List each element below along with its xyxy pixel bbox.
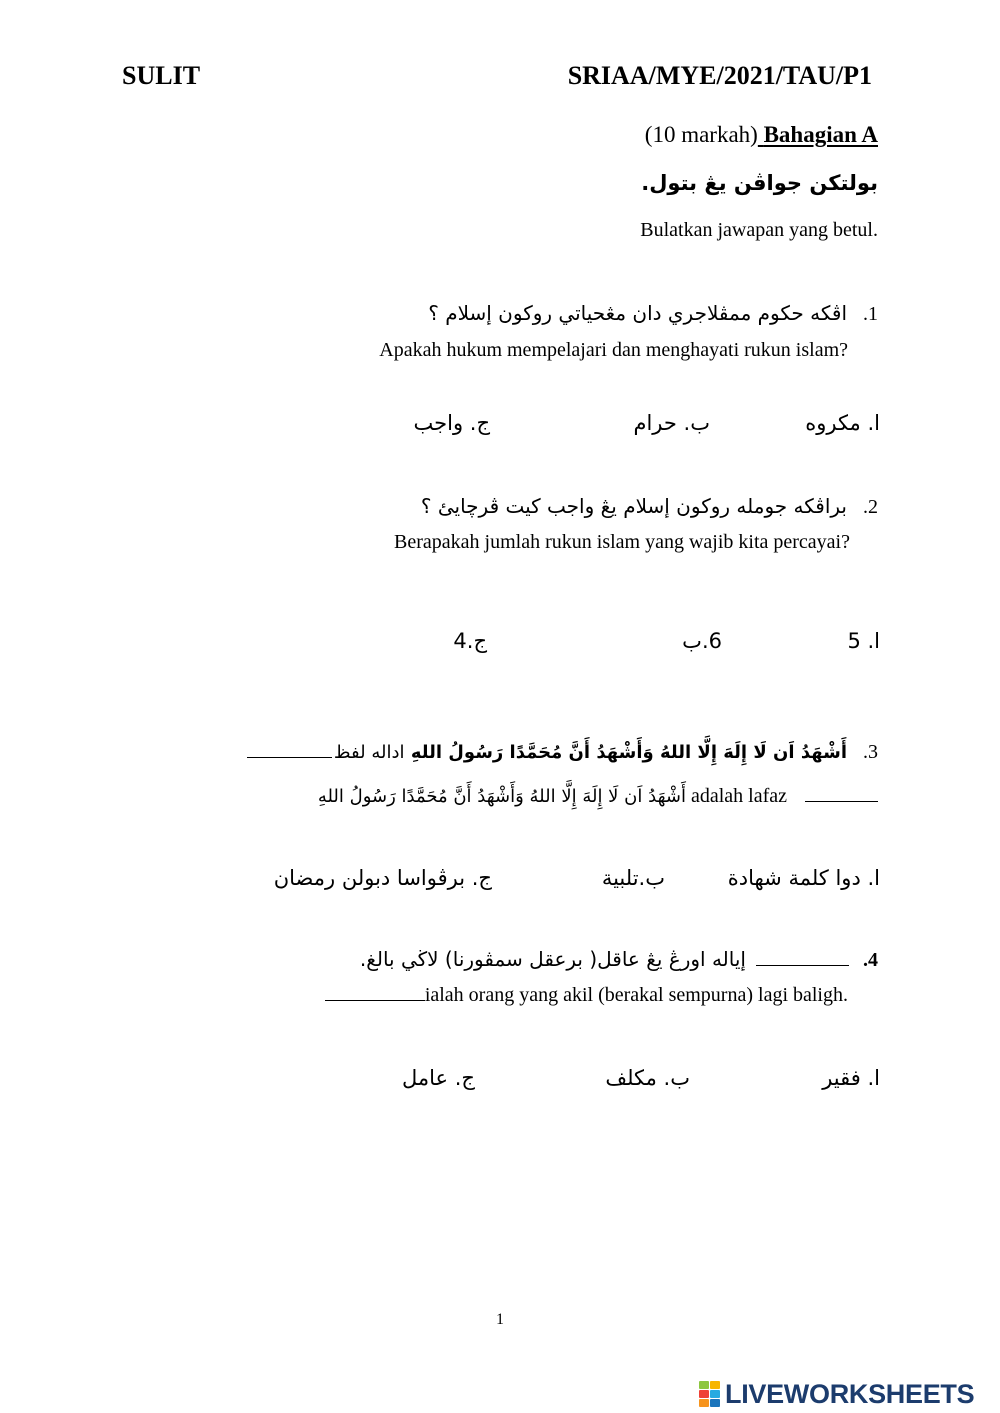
answer-option-jim[interactable]: ج. واجب — [413, 411, 490, 435]
instruction-malay: Bulatkan jawapan yang betul. — [640, 219, 878, 241]
answer-option-alif[interactable]: ا. 5 — [847, 629, 880, 653]
logo-tile — [699, 1399, 709, 1407]
logo-tile — [710, 1390, 720, 1398]
question-3-malay-line — [318, 781, 878, 812]
answer-option-ba[interactable]: ب. حرام — [633, 411, 710, 435]
question-1-jawi-line — [428, 298, 878, 329]
question-1-jawi-text: اڤكه حكوم ممڤلاجري دان مڠحياتي روكون إسلام ؟ — [428, 301, 847, 325]
section-heading — [645, 120, 878, 150]
question-3-malay-tail: adalah lafaz — [690, 785, 787, 807]
answer-blank[interactable] — [756, 965, 849, 966]
answer-option-alif[interactable]: ا. دوا كلمة شهادة — [727, 866, 880, 890]
liveworksheets-logo-icon — [699, 1381, 721, 1407]
answer-blank[interactable] — [325, 1000, 425, 1001]
header-paper-code: SRIAA/MYE/2021/TAU/P1 — [567, 61, 872, 90]
question-3-jawi-line — [247, 736, 878, 768]
section-title: Bahagian A — [763, 122, 878, 147]
logo-tile — [710, 1381, 720, 1389]
shahada-phrase: أَشْهَدُ اَن لَا إِلَهَ إِلَّا اللهُ وَأَشْهَدُ أَنَّ مُحَمَّدًا رَسُولُ اللهِ — [317, 786, 686, 807]
logo-tile — [710, 1399, 720, 1407]
answer-option-alif[interactable]: ا. مكروه — [805, 411, 880, 435]
question-4-jawi-text: إياله اورڠ يڠ عاقل( برعقل سمڤورنا) لاڬي بالغ. — [359, 947, 746, 971]
question-number: 3. — [863, 741, 878, 763]
instruction-jawi: بولتكن جواڤن يڠ بتول. — [641, 171, 878, 195]
answer-option-ba[interactable]: ب.تلبية — [601, 866, 665, 890]
answer-option-ba[interactable]: ب. مكلف — [605, 1066, 690, 1090]
shahada-phrase: أَشْهَدُ اَن لَا إِلَهَ إِلَّا اللهُ وَأَشْهَدُ أَنَّ مُحَمَّدًا رَسُولُ اللهِ — [410, 742, 847, 763]
answer-option-ba[interactable]: 6.ب — [682, 629, 722, 653]
answer-option-jim[interactable]: ج. برڤواسا دبولن رمضان — [273, 866, 492, 890]
question-number: 1. — [863, 303, 878, 325]
answer-option-jim[interactable]: ج. عامل — [402, 1066, 475, 1090]
question-2-malay-text: Berapakah jumlah rukun islam yang wajib kita percayai? — [394, 531, 850, 553]
question-2-jawi-text: براڤكه جومله روكون إسلام يڠ واجب كيت ڤرچايئ ؟ — [420, 494, 847, 518]
section-title-underlined — [758, 122, 878, 147]
header-classification: SULIT — [122, 61, 201, 90]
question-number: 2. — [863, 496, 878, 518]
logo-tile — [699, 1390, 709, 1398]
question-number: 4. — [863, 949, 878, 971]
liveworksheets-logo[interactable] — [699, 1379, 974, 1409]
liveworksheets-logo-text: LIVEWORKSHEETS — [725, 1379, 975, 1409]
answer-option-jim[interactable]: ج.4 — [453, 629, 487, 653]
question-2-jawi-line — [421, 491, 878, 522]
answer-blank[interactable] — [805, 801, 878, 802]
question-3-jawi-tail: اداله لفظ — [333, 742, 405, 763]
question-1-malay-text: Apakah hukum mempelajari dan menghayati rukun islam? — [379, 339, 848, 361]
page-number: 1 — [496, 1311, 504, 1328]
question-4-malay-text: ialah orang yang akil (berakal sempurna) lagi baligh. — [424, 984, 848, 1006]
logo-tile — [699, 1381, 709, 1389]
answer-option-alif[interactable]: ا. فقير — [822, 1066, 880, 1090]
question-4-malay-line — [325, 982, 848, 1008]
question-4-jawi-line — [360, 944, 878, 975]
answer-blank[interactable] — [247, 757, 332, 758]
section-marks: (10 markah) — [644, 122, 758, 147]
